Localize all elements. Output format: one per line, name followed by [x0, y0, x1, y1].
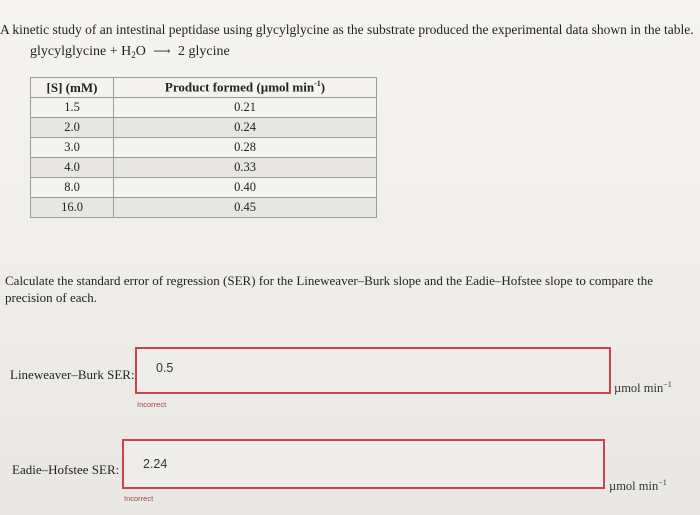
product-cell: 0.45: [114, 198, 377, 218]
reaction-subscript: 2: [131, 50, 136, 60]
eadie-hofstee-unit: µmol $\min^{-1}$: [609, 478, 667, 494]
lineweaver-burk-unit: µmol $\min^{-1}$: [614, 380, 672, 396]
product-cell: 0.40: [114, 178, 377, 198]
table-row: [31, 158, 377, 178]
product-cell: 0.28: [114, 138, 377, 158]
question-text: Calculate the standard error of regression (SER) for the Lineweaver–Burk slope and the Eadie–Hofstee slope to compare the precision of each.: [5, 273, 653, 305]
product-cell: 0.33: [114, 158, 377, 178]
table-row: [31, 98, 377, 118]
lineweaver-burk-answer-value: 0.5: [156, 361, 174, 375]
lineweaver-burk-answer-field[interactable]: [135, 347, 611, 394]
substrate-cell: 8.0: [31, 178, 114, 198]
table-header-row: [31, 78, 377, 98]
eadie-hofstee-label: Eadie–Hofstee SER:: [12, 462, 120, 477]
table-row: [31, 178, 377, 198]
reaction-reactant-tail: O: [135, 44, 146, 59]
table-row: [31, 198, 377, 218]
substrate-cell: 3.0: [31, 138, 114, 158]
lineweaver-burk-label: Lineweaver–Burk SER:: [10, 367, 135, 382]
product-cell: 0.21: [114, 98, 377, 118]
header-product: Product formed (µmol $\min^{-1}$): [114, 78, 377, 98]
table-row: [31, 138, 377, 158]
kinetic-data-table: [30, 77, 377, 218]
problem-intro: A kinetic study of an intestinal peptidase using glycylglycine as the substrate produced the experimental data shown in the table.: [0, 22, 694, 37]
product-cell: 0.24: [114, 118, 377, 138]
lineweaver-burk-status: Incorrect: [137, 400, 167, 409]
substrate-cell: 1.5: [31, 98, 114, 118]
substrate-cell: 4.0: [31, 158, 114, 178]
table-row: [31, 118, 377, 138]
substrate-cell: 16.0: [31, 198, 114, 218]
eadie-hofstee-status: Incorrect: [124, 494, 154, 503]
reaction-arrow-icon: ⟶: [153, 44, 171, 58]
header-substrate: [S] (mM): [31, 78, 114, 98]
eadie-hofstee-answer-field[interactable]: [122, 439, 605, 489]
reaction-equation: [30, 44, 230, 60]
reaction-reactant: glycylglycine + H: [30, 44, 132, 59]
eadie-hofstee-answer-value: 2.24: [143, 457, 168, 471]
substrate-cell: 2.0: [31, 118, 114, 138]
reaction-product: 2 glycine: [178, 44, 230, 59]
